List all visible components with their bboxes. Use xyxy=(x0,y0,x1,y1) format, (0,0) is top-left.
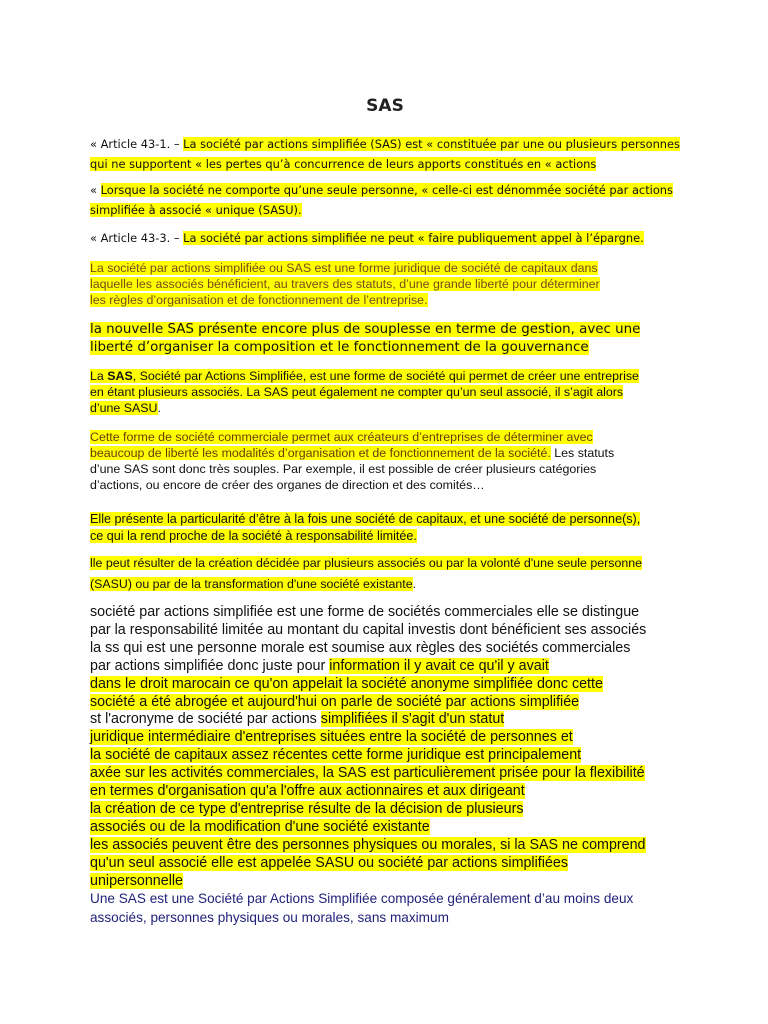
highlighted-text: en termes d'organisation qu'a l'offre aux actionnaires et aux dirigeant xyxy=(90,783,525,800)
highlighted-text: axée sur les activités commerciales, la SAS est particulièrement prisée pour la flexibilité xyxy=(90,765,645,782)
highlighted-text: Elle présente la particularité d’être à la fois une société de capitaux, et une société de personne(s), xyxy=(90,512,641,526)
highlighted-text: d’une SASU xyxy=(90,401,158,415)
highlighted-text: beaucoup de liberté les modalités d’organisation et de fonctionnement de la société. xyxy=(90,446,551,460)
text-line: société par actions simplifiée est une forme de sociétés commerciales elle se distingue xyxy=(90,604,640,620)
article-prefix: « Article 43-1. – xyxy=(90,137,184,151)
sas-presentation-paragraph xyxy=(90,368,690,416)
highlighted-text: dans le droit marocain ce qu'on appelait la société anonyme simplifiée donc cette xyxy=(90,675,603,692)
highlighted-text: les règles d’organisation et de fonctionnement de l’entreprise. xyxy=(90,293,428,307)
text-fragment: Les statuts xyxy=(550,446,615,460)
highlighted-text: qui ne supportent « les pertes qu’à concurrence de leurs apports constitués en « actions xyxy=(90,157,597,171)
detailed-explanation-paragraph xyxy=(90,604,690,891)
highlighted-text: juridique intermédiaire d'entreprises situées entre la société de personnes et xyxy=(90,729,573,746)
text-line: associés, personnes physiques ou morales, sans maximum xyxy=(90,909,449,925)
quote-prefix: « xyxy=(90,183,101,197)
article-prefix: « Article 43-3. – xyxy=(90,231,184,245)
highlighted-text: la société de capitaux assez récentes cette forme juridique est principalement xyxy=(90,747,582,764)
text-fragment: . xyxy=(412,577,417,591)
highlighted-text: information il y avait ce qu'il y avait xyxy=(329,657,549,674)
text-fragment: st l'acronyme de société par actions xyxy=(90,711,321,728)
highlighted-text: lle peut résulter de la création décidée par plusieurs associés ou par la volonté d'une seule personne xyxy=(90,556,643,570)
sas-definition-paragraph xyxy=(90,260,690,308)
highlighted-text: les associés peuvent être des personnes physiques ou morales, si la SAS ne comprend xyxy=(90,836,646,853)
text-fragment: d’une SAS sont donc très souples. Par exemple, il est possible de créer plusieurs catégories xyxy=(90,462,597,476)
text-line: la ss qui est une personne morale est soumise aux règles des sociétés commerciales xyxy=(90,639,631,656)
highlighted-text: la nouvelle SAS présente encore plus de souplesse en terme de gestion, avec une xyxy=(90,322,641,337)
highlighted-text: liberté d’organiser la composition et le fonctionnement de la gouvernance xyxy=(90,340,589,355)
highlighted-text: unipersonnelle xyxy=(90,872,183,889)
text-fragment: La xyxy=(90,369,108,383)
highlighted-text: associés ou de la modification d'une société existante xyxy=(90,818,430,835)
text-line: Une SAS est une Société par Actions Simplifiée composée généralement d’au moins deux xyxy=(90,891,634,906)
highlighted-text: ce qui la rend proche de la société à responsabilité limitée. xyxy=(90,528,417,543)
highlighted-text: laquelle les associés bénéficient, au travers des statuts, d’une grande liberté pour déterminer xyxy=(90,277,600,291)
sas-composition-paragraph xyxy=(90,890,690,927)
text-fragment: par actions simplifiée donc juste pour xyxy=(90,657,330,674)
highlighted-text: Lorsque la société ne comporte qu’une seule personne, « celle-ci est dénommée société par actions xyxy=(100,183,673,197)
text-fragment: . xyxy=(157,401,161,415)
page-title: SAS xyxy=(366,96,404,116)
sasu-paragraph xyxy=(90,180,690,220)
text-line: par la responsabilité limitée au montant du capital investis dont bénéficient ses associés xyxy=(90,621,647,638)
text-fragment: d’actions, ou encore de créer des organes de direction et des comités… xyxy=(90,478,485,492)
creation-paragraph xyxy=(90,553,690,595)
article-43-3-paragraph xyxy=(90,228,690,248)
highlighted-text: simplifiée à associé « unique (SASU). xyxy=(90,203,302,217)
article-43-1-paragraph xyxy=(90,134,690,174)
highlighted-text: société a été abrogée et aujourd'hui on parle de société par actions simplifiée xyxy=(90,693,580,710)
highlighted-text: La société par actions simplifiée ne peut « faire publiquement appel à l’épargne. xyxy=(183,231,644,245)
highlighted-text: la création de ce type d'entreprise résulte de la décision de plusieurs xyxy=(90,800,524,817)
highlighted-text: qu'un seul associé elle est appelée SASU ou société par actions simplifiées xyxy=(90,854,568,871)
bold-sas: SAS xyxy=(107,369,133,383)
text-fragment: , Société par Actions Simplifiée, est une forme de société qui permet de créer une entreprise xyxy=(132,369,639,383)
new-sas-paragraph xyxy=(90,321,690,357)
flexibility-paragraph xyxy=(90,429,690,493)
particularity-paragraph xyxy=(90,511,690,544)
highlighted-text: simplifiées il s'agit d'un statut xyxy=(320,711,505,728)
highlighted-text: (SASU) ou par de la transformation d'une société existante xyxy=(90,577,413,591)
highlighted-text: La société par actions simplifiée ou SAS est une forme juridique de société de capitaux dans xyxy=(90,261,598,275)
highlighted-text: La société par actions simplifiée (SAS) est « constituée par une ou plusieurs personnes xyxy=(183,137,680,151)
highlighted-text: Cette forme de société commerciale permet aux créateurs d’entreprises de déterminer avec xyxy=(90,430,593,444)
highlighted-text: en étant plusieurs associés. La SAS peut également ne compter qu’un seul associé, il s’agit alors xyxy=(90,385,624,399)
highlighted-text xyxy=(90,369,639,383)
